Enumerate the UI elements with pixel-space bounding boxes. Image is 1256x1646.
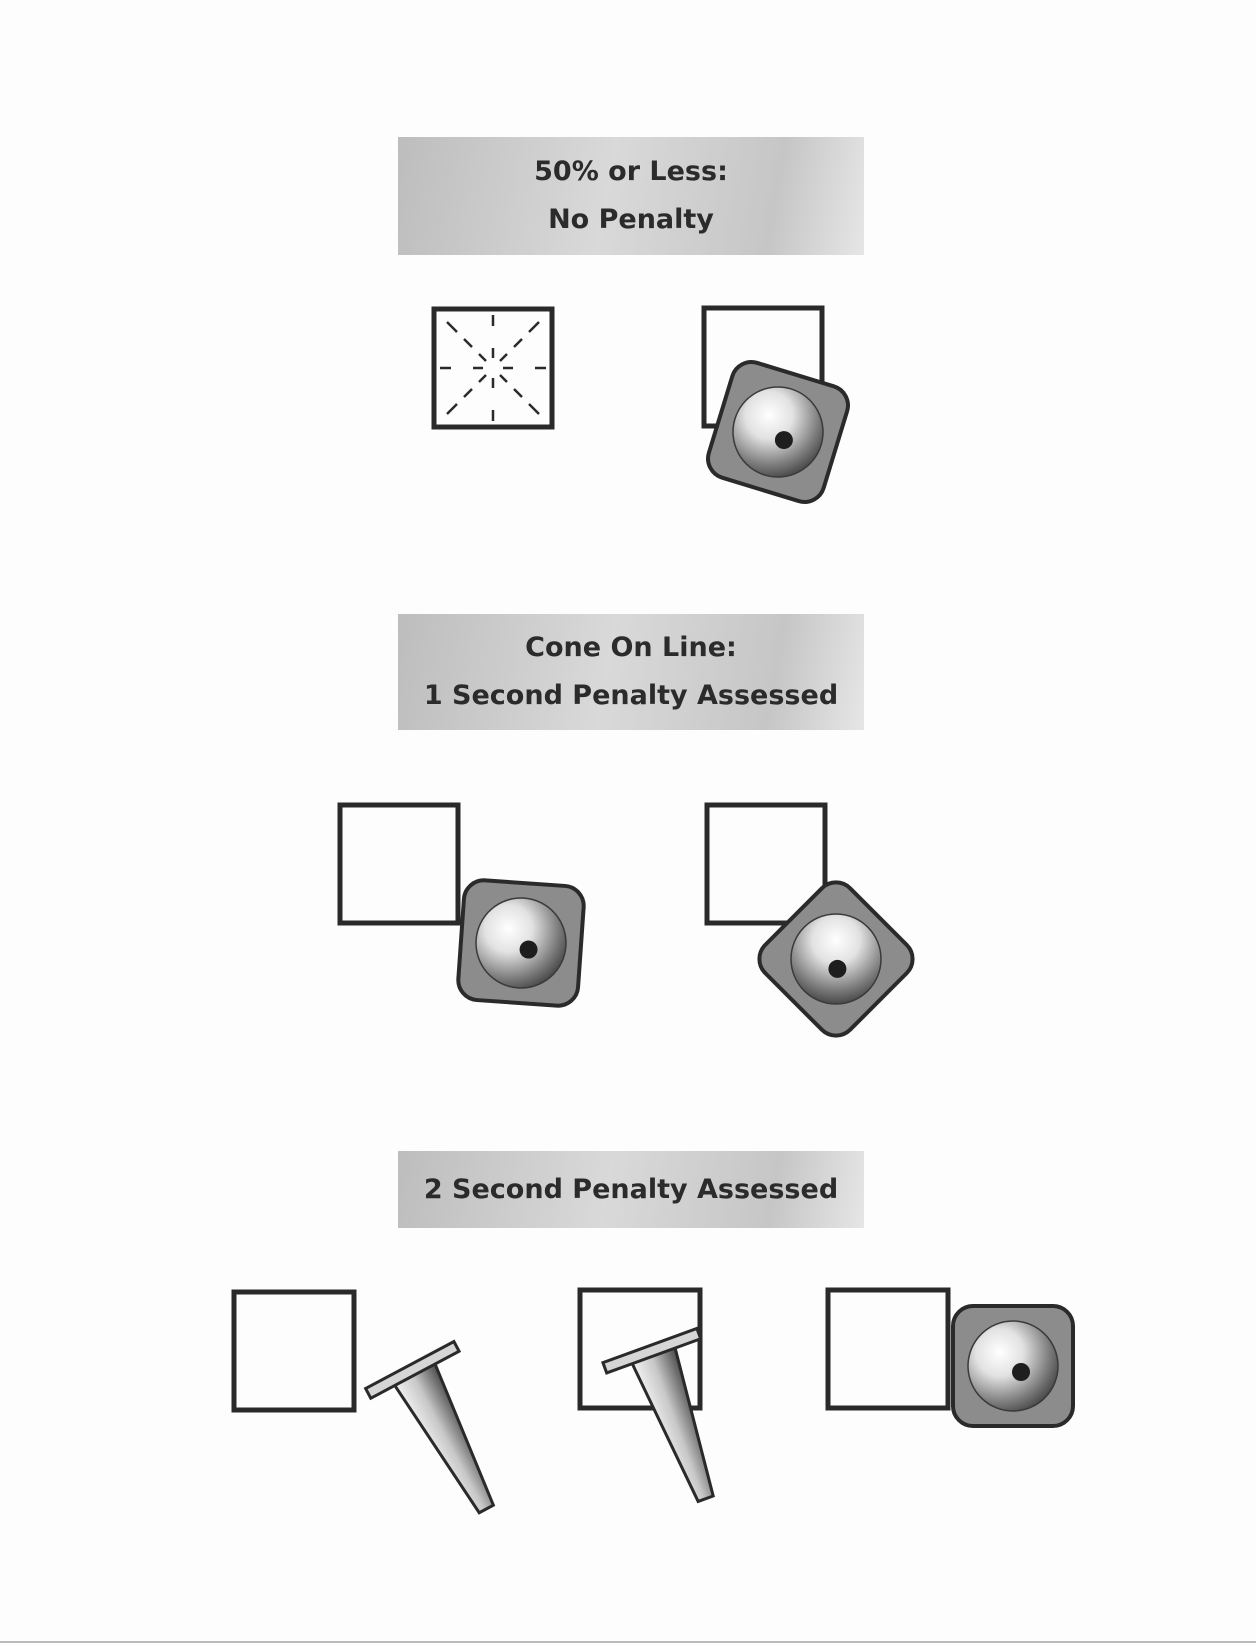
cone-top-view-icon [457, 879, 585, 1007]
target-burst-icon [440, 315, 546, 421]
banner-line-2: 1 Second Penalty Assessed [423, 680, 839, 711]
cone-on-side-icon [603, 1328, 753, 1515]
banner-line-1: 50% or Less: [534, 156, 728, 187]
cone-top-view-icon [953, 1306, 1073, 1426]
figure-cone-partially-in-box [703, 308, 853, 507]
figure-empty-box-burst [434, 309, 552, 427]
figure-cone-on-line-rotated [707, 805, 921, 1044]
cone-top-view-icon [751, 874, 921, 1044]
banner-line-1: 2 Second Penalty Assessed [423, 1173, 839, 1205]
cone-top-view-icon [703, 357, 853, 507]
banner-line-1: Cone On Line: [525, 632, 737, 663]
banner-line-2: No Penalty [548, 204, 714, 235]
figure-cone-knocked-over-outside [234, 1292, 530, 1532]
cone-on-side-icon [366, 1342, 531, 1533]
figure-cone-on-corner [340, 805, 585, 1007]
figure-cone-knocked-over-on-box [580, 1290, 753, 1516]
page-bottom-edge [0, 1641, 1256, 1643]
figure-cone-outside-box [828, 1290, 1073, 1426]
